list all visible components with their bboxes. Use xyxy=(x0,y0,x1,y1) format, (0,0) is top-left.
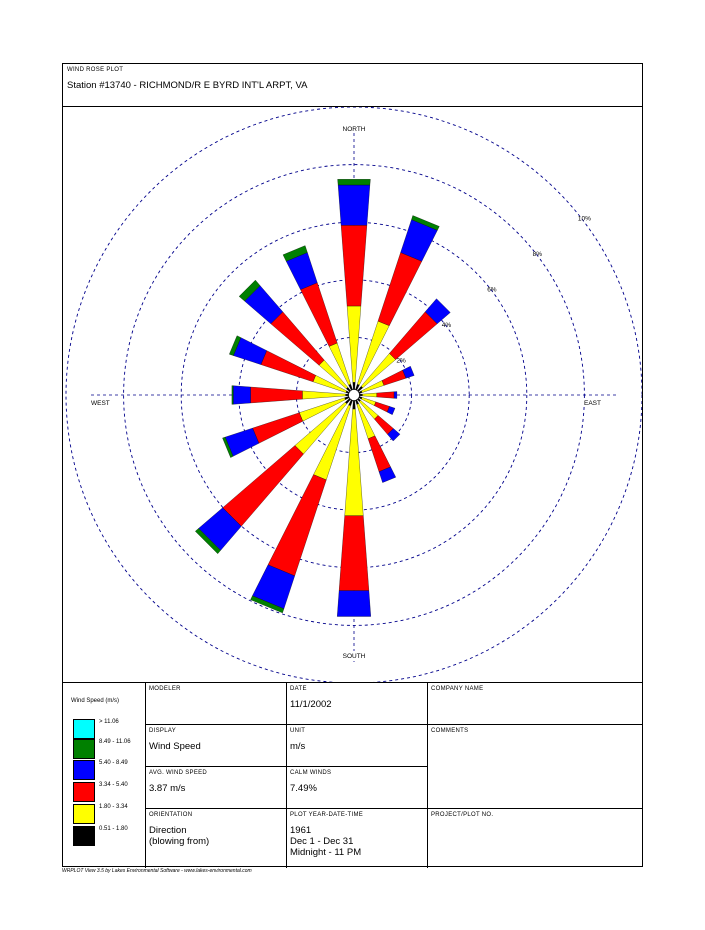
petal-segment xyxy=(233,386,250,405)
petal-segment xyxy=(338,185,370,225)
petal-segment xyxy=(338,179,371,185)
comments-label: COMMENTS xyxy=(431,728,469,734)
ring-label: 6% xyxy=(487,286,497,294)
orientation-value: Direction (blowing from) xyxy=(149,825,210,847)
petal-segment xyxy=(394,392,397,399)
legend-swatch xyxy=(73,739,95,759)
date-cell xyxy=(287,683,427,724)
legend-swatch xyxy=(73,826,95,846)
report-frame xyxy=(62,63,643,867)
legend-label: 0.51 - 1.80 xyxy=(99,826,128,832)
petal-segment xyxy=(251,387,303,403)
display-cell xyxy=(146,725,286,766)
avg-speed-cell xyxy=(146,767,286,808)
avg-speed-value: 3.87 m/s xyxy=(149,783,186,794)
legend-swatch xyxy=(73,804,95,824)
display-label: DISPLAY xyxy=(149,728,176,734)
unit-label: UNIT xyxy=(290,728,306,734)
avg-speed-label: AVG. WIND SPEED xyxy=(149,770,208,776)
legend-label: 1.80 - 3.34 xyxy=(99,804,128,810)
direction-label-west: WEST xyxy=(91,400,110,407)
direction-label-north: NORTH xyxy=(342,126,366,133)
petal-segment xyxy=(368,436,391,472)
company-cell xyxy=(428,683,642,724)
petal-segment xyxy=(378,253,422,326)
ring-label: 4% xyxy=(441,322,452,330)
direction-label-south: SOUTH xyxy=(342,653,366,660)
petal-segment xyxy=(346,394,349,396)
petal-segment xyxy=(302,391,345,399)
legend-label: 3.34 - 5.40 xyxy=(99,782,128,788)
direction-label-east: EAST xyxy=(584,400,601,407)
orientation-label: ORIENTATION xyxy=(149,812,193,818)
date-label: DATE xyxy=(290,686,307,692)
petal-segment xyxy=(268,475,326,576)
ring-label: 2% xyxy=(396,357,406,365)
petal-segment xyxy=(347,306,361,382)
legend-swatch xyxy=(73,760,95,780)
modeler-label: MODELER xyxy=(149,686,181,692)
calm-winds-value: 7.49% xyxy=(290,783,317,794)
legend-swatch xyxy=(73,782,95,802)
plot-year-cell xyxy=(287,809,427,868)
petal-segment xyxy=(223,446,304,527)
company-label: COMPANY NAME xyxy=(431,686,484,692)
petal-segment xyxy=(389,312,437,360)
unit-value: m/s xyxy=(290,741,306,752)
info-panel xyxy=(63,682,642,868)
calm-winds-cell xyxy=(287,767,427,808)
unit-cell xyxy=(287,725,427,766)
petal-segment xyxy=(301,283,338,347)
wind-rose-plot xyxy=(63,107,642,682)
legend-title: Wind Speed (m/s) xyxy=(71,698,120,704)
petal-segment xyxy=(360,394,363,396)
comments-cell xyxy=(428,725,642,808)
ring-label: 8% xyxy=(532,251,543,259)
section-label: WIND ROSE PLOT xyxy=(67,67,124,73)
petal-segment xyxy=(382,370,406,385)
plot-year-value: 1961 Dec 1 - Dec 31 Midnight - 11 PM xyxy=(290,825,362,858)
project-cell xyxy=(428,809,642,868)
petal-segment xyxy=(232,386,233,405)
petal-segment xyxy=(253,413,303,444)
petal-segment xyxy=(339,516,369,591)
petal-segment xyxy=(341,225,367,306)
legend-label: 8.49 - 11.06 xyxy=(99,739,131,745)
petal-segment xyxy=(377,392,394,399)
legend-label: 5.40 - 8.49 xyxy=(99,760,128,766)
petal-segment xyxy=(337,591,371,617)
date-value: 11/1/2002 xyxy=(290,699,332,710)
display-value: Wind Speed xyxy=(149,741,201,752)
calm-hub xyxy=(349,390,360,401)
petal-segment xyxy=(353,401,356,410)
petal-segment xyxy=(353,382,355,389)
footer-credit: WRPLOT View 3.5 by Lakes Environmental Software - www.lakes-environmental.com xyxy=(62,868,252,874)
petal-segment xyxy=(362,393,376,397)
legend-box xyxy=(63,683,145,868)
petal-segment xyxy=(345,409,364,516)
report-header xyxy=(63,64,642,107)
calm-winds-label: CALM WINDS xyxy=(290,770,332,776)
legend-swatch xyxy=(73,719,95,739)
project-label: PROJECT/PLOT NO. xyxy=(431,812,494,818)
legend-label: > 11.06 xyxy=(99,719,119,725)
ring-label: 10% xyxy=(577,215,591,223)
orientation-cell xyxy=(146,809,286,868)
petal-segment xyxy=(374,402,389,412)
wind-rose-svg xyxy=(63,107,642,682)
plot-year-label: PLOT YEAR-DATE-TIME xyxy=(290,812,364,818)
modeler-cell xyxy=(146,683,286,724)
station-title: Station #13740 - RICHMOND/R E BYRD INT'L ARPT, VA xyxy=(67,80,308,91)
